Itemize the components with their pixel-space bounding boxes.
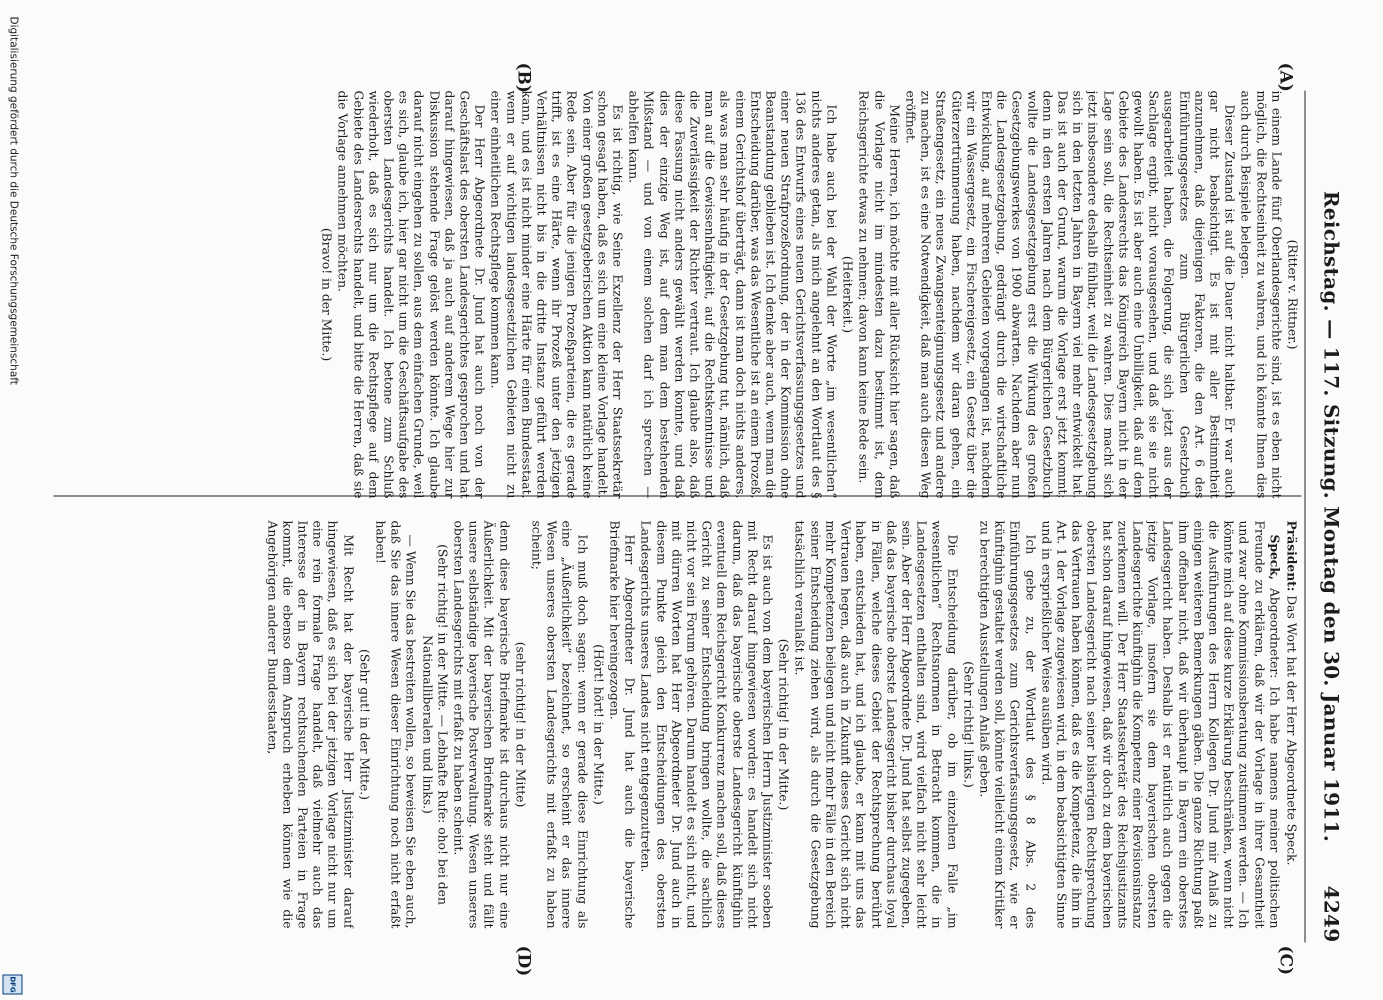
page-number: 4249 <box>1319 885 1343 942</box>
president-line <box>1283 520 1299 928</box>
interjection: (sehr richtig! in der Mitte) <box>512 641 527 807</box>
paragraph: Ich habe auch bei der Wahl der Worte „im wesentlichen“ nichts anderes getan, als mich angelehnt an den Wortlaut des § 136 des Entwurfs eines neuen Gerichtsverfassungsgesetzes und einer neuen Strafprozeßordnung, der in der Kommission ohne Beanstandung geblieben ist. Ich denke aber auch, wenn man die Entscheidung darüber, was das Wesentliche ist an einem Prozeß, einem Gerichtshof überträgt, dann ist man doch nichts anderes, als was man sehr häufig in der Gesetzgebung tut, nämlich, daß man auf die Gewissenhaftigkeit, auf die Rechtskenntnisse und die Zuverlässigkeit der Richter vertraut. Ich glaube also, daß diese Fassung nicht anders gewählt werden konnte, und daß dies der einzige Weg ist, auf dem man dem bestehenden Mißstand — und von einem solchen darf ich sprechen — abhelfen kann. <box>626 90 838 498</box>
header-rule <box>1304 90 1305 942</box>
margin-mark-d: (D) <box>513 945 533 976</box>
margin-mark-b: (B) <box>513 62 533 93</box>
left-column <box>59 90 1299 498</box>
paragraph: Ich gebe zu, der Wortlaut des § 8 Abs. 2 des Einführungsgesetzes zum Gerichtsverfassungsgesetz, wie er künftighin gestaltet werden soll, könnte vielleicht einem Kritiker zu berechtigten Ausstellungen Anlaß geben. <box>976 520 1037 928</box>
paragraph: Der Herr Abgeordnete Dr. Jund hat auch noch von der Geschäftslast des obersten Landesgerichtes gesprochen und hat darauf hingewiesen, daß ja auch auf anderem Wege hier zur Diskussion stehende Frage gelöst werden könnte. Ich glaube darauf nicht eingehen zu sollen, aus dem einfachen Grunde, weil es sich, glaube ich, hier gar nicht um die Geschäftsaufgabe des obersten Landesgerichts handelt. Ich betone zum Schluß wiederholt, daß es sich nur um die Rechtspflege auf dem Gebiete des Landesrechts handelt, und bitte die Herren, daß sie die Vorlage annehmen möchten. <box>335 90 487 498</box>
speaker-label: Speck, <box>1266 534 1282 580</box>
speaker-line <box>1038 520 1282 928</box>
president-text: Das Wort hat der Herr Abgeordnete Speck. <box>1284 594 1298 866</box>
interjection: (Hört! hört! in der Mitte.) <box>590 643 605 805</box>
paragraph: in einem Lande fünf Oberlandesgerichte sind, ist es eben nicht möglich, die Rechtseinheit zu wahren, und ich könnte Ihnen dies auch durch Beispiele belegen. <box>1238 90 1283 498</box>
paragraph: Es ist auch von dem bayerischen Herrn Justizminister soeben mit Recht darauf hingewiesen worden: es handelt sich nicht darum, daß das bayerische oberste Landesgericht künftighin eventuell dem Reichsgericht Konkurrenz machen soll, daß dieses Gericht zu seiner Entscheidung bringen wollte, die sachlich nicht vor sein Forum gehören. Darum handelt es sich nicht, und mit dürren Worten hat Herr Abgeordneter Dr. Jund auch in diesem Punkte gleich den Entscheidungen des obersten Landesgerichts unseres Landes nicht entgegenzutreten. <box>638 520 775 928</box>
margin-mark-c: (C) <box>1275 945 1295 975</box>
paragraph: — Wenn Sie das bestreiten wollen, so beweisen Sie eben auch, daß Sie das innere Wesen dieser Einrichtung noch nicht erfaßt haben! <box>373 520 418 928</box>
interjection: (Bravo! in der Mitte.) <box>319 227 334 361</box>
running-title: Reichstag. — 117. Sitzung. Montag den 30. Januar 1911. <box>1319 190 1343 842</box>
paragraph: Dieser Zustand ist auf die Dauer nicht haltbar. Er war auch gar nicht beabsichtigt. Es ist mit aller Bestimmtheit anzunehmen, daß diejenigen Faktoren, die den Art. 6 des Einführungsgesetzes zum Bürgerlichen Gesetzbuch ausgearbeitet haben, die Folgerung, die sich jetzt aus der Sachlage ergibt, nicht vorausgesehen, und daß sie sie nicht gewollt haben. Es ist aber auch eine Unbilligkeit, daß auf dem Gebiete des Landesrechts das Königreich Bayern nicht in der Lage sein soll, die Rechtseinheit zu wahren. Dies macht sich jetzt insbesondere deshalb fühlbar, weil die Landesgesetzgebung sich in den letzten Jahren in Bayern viel mehr entwickelt hat. Das ist auch der Grund, warum die Vorlage erst jetzt kommt; denn in den ersten Jahren nach dem Bürgerlichen Gesetzbuch wollte die Landesgesetzgebung erst die Wirkung des großen Gesetzgebungswerkes von 1900 abwarten. Nachdem aber nun die Landesgesetzgebung, gedrängt durch die wirtschaftliche Entwicklung, auf mehreren Gebieten vorgegangen ist, nachdem wir ein Wassergesetz, ein Fischereigesetz, ein Gesetz über die Güterzertrümmerung haben, nachdem wir daran gehen, ein Straßengesetz, ein neues Zwangsenteignungsgesetz und andere zu machen, ist es eine Notwendigkeit, daß man auch diesen Weg eröffnet. <box>902 90 1237 498</box>
dfg-logo-icon: DFG <box>2 974 22 994</box>
margin-mark-a: (A) <box>1275 62 1295 92</box>
paragraph: Mit Recht hat der bayerische Herr Justizminister darauf hingewiesen, daß es sich bei der jetzigen Vorlage nicht nur um eine rein formale Frage handelt, daß vielmehr auch das Interesse der in Bayern rechtsuchenden Parteien in Frage kommt, die ebenso dem Anspruch erheben können wie die Angehörigen anderer Bundesstaaten, <box>264 520 355 928</box>
paragraph: Ich muß doch sagen: wenn er gerade diese Einrichtung als eine „Äußerlichkeit“ bezeichnet, so erscheint er das innere Wesen unseres obersten Landesgerichts mit erfaßt zu haben scheint; <box>529 520 589 928</box>
funding-credit: Digitalisierung gefördert durch die Deutsche Forschungsgemeinschaft <box>7 16 19 385</box>
interjection: (Sehr richtig! in der Mitte.) <box>776 638 791 810</box>
paragraph: Es ist richtig, wie Seine Exzellenz der Herr Staatssekretär schon gesagt haben, daß es sich um eine kleine Vorlage handelt. Von einer großen gesetzgeberischen Aktion kann natürlich keine Rede sein. Aber für die jenigen Prozeßparteien, die es gerade trifft, ist es eine Härte, wenn ihr Prozeß unter den jetzigen Verhältnissen nicht bis in die dritte Instanz geführt werden kann, und es ist nicht minder eine Härte für einen Bundesstaat, wenn er auf wichtigen landesgesetzlichen Gebieten nicht zu einer einheitlichen Rechtspflege kommen kann. <box>488 90 625 498</box>
right-column <box>59 520 1299 928</box>
interjection: (Sehr richtig! links.) <box>960 660 975 788</box>
speaker-role: Abgeordneter: <box>1266 587 1281 678</box>
page-header <box>1313 90 1343 942</box>
paragraph: Meine Herren, ich möchte mit aller Rücksicht hier sagen, daß die Vorlage nicht im mindesten dazu bestimmt ist, dem Reichsgerichte etwas zu nehmen; davon kann keine Rede sein. <box>856 90 901 498</box>
speaker-continued: (Ritter v. Rittner.) <box>1285 239 1299 349</box>
interjection: (Sehr gut! in der Mitte.) <box>356 648 371 800</box>
interjection: (Sehr richtig! in der Mitte. — Lebhafte Rufe: oho! bei den Nationalliberalen und links.) <box>419 543 449 905</box>
paragraph: Herr Abgeordneter Dr. Jund hat auch die bayerische Briefmarke hier hereingezogen. <box>607 520 637 928</box>
paragraph: denn diese bayerische Briefmarke ist durchaus nicht nur eine Äußerlichkeit. Mit der bayerischen Briefmarke steht und fällt unsere selbständige bayerische Postverwaltung. Wesen unseres obersten Landesgerichts mit erfaßt zu haben scheint. <box>451 520 511 928</box>
interjection: (Heiterkeit.) <box>840 255 855 333</box>
paragraph-text: Ich habe namens meiner politischen Freunde zu erklären, daß wir der Vorlage in ihrer Gesamtheit und zwar ohne Kommissionsberatung zustimmen werden. — Ich könnte mich auf diese kurze Erklärung beschränken, wenn nicht die Ausführungen des Herrn Kollegen Dr. Jund mir Anlaß zu einigen weiteren Bemerkungen gäben. Die ganze Richtung paßt ihm offenbar nicht, daß wir überhaupt in Bayern ein oberstes Landesgericht haben. Deshalb ist er natürlich auch gegen die jetzige Vorlage, insofern sie dem bayerischen obersten Landesgerichte künftighin die Kompetenz einer Revisionsinstanz zuerkennen will. Der Herr Staatssekretär des Reichsjustizamts hat schon darauf hingewiesen, daß wir doch zu dem bayerischen obersten Landesgericht nach seiner bisherigen Rechtsprechung das Vertrauen haben können, daß es die Kompetenz, die ihm in Art. 1 der Vorlage zugewiesen wird, in dem beabsichtigten Sinne und in ersprießlicher Weise ausüben wird. <box>1038 520 1281 928</box>
paragraph: Die Entscheidung darüber, ob im einzelnen Falle „im wesentlichen“ Rechtsnormen in Betracht kommen, die in Landesgesetzen enthalten sind, wird vielfach nicht sehr leicht sein. Aber der Herr Abgeordnete Dr. Jund hat selbst zugegeben, daß das bayerische oberste Landesgericht bisher durchaus loyal in Fällen, welche dieses Gebiet der Rechtsprechung berührt haben, entschieden hat, und ich glaube, er kann mit uns das Vertrauen hegen, daß auch in Zukunft dieses Gericht sich nicht mehr Kompetenzen beilegen und nicht mehr Fälle in den Bereich seiner Entscheidung ziehen wird, als durch die Gesetzgebung tatsächlich veranlaßt ist. <box>792 520 959 928</box>
speaker-label: Präsident: <box>1284 520 1299 591</box>
digitization-credit-band <box>0 0 24 1000</box>
